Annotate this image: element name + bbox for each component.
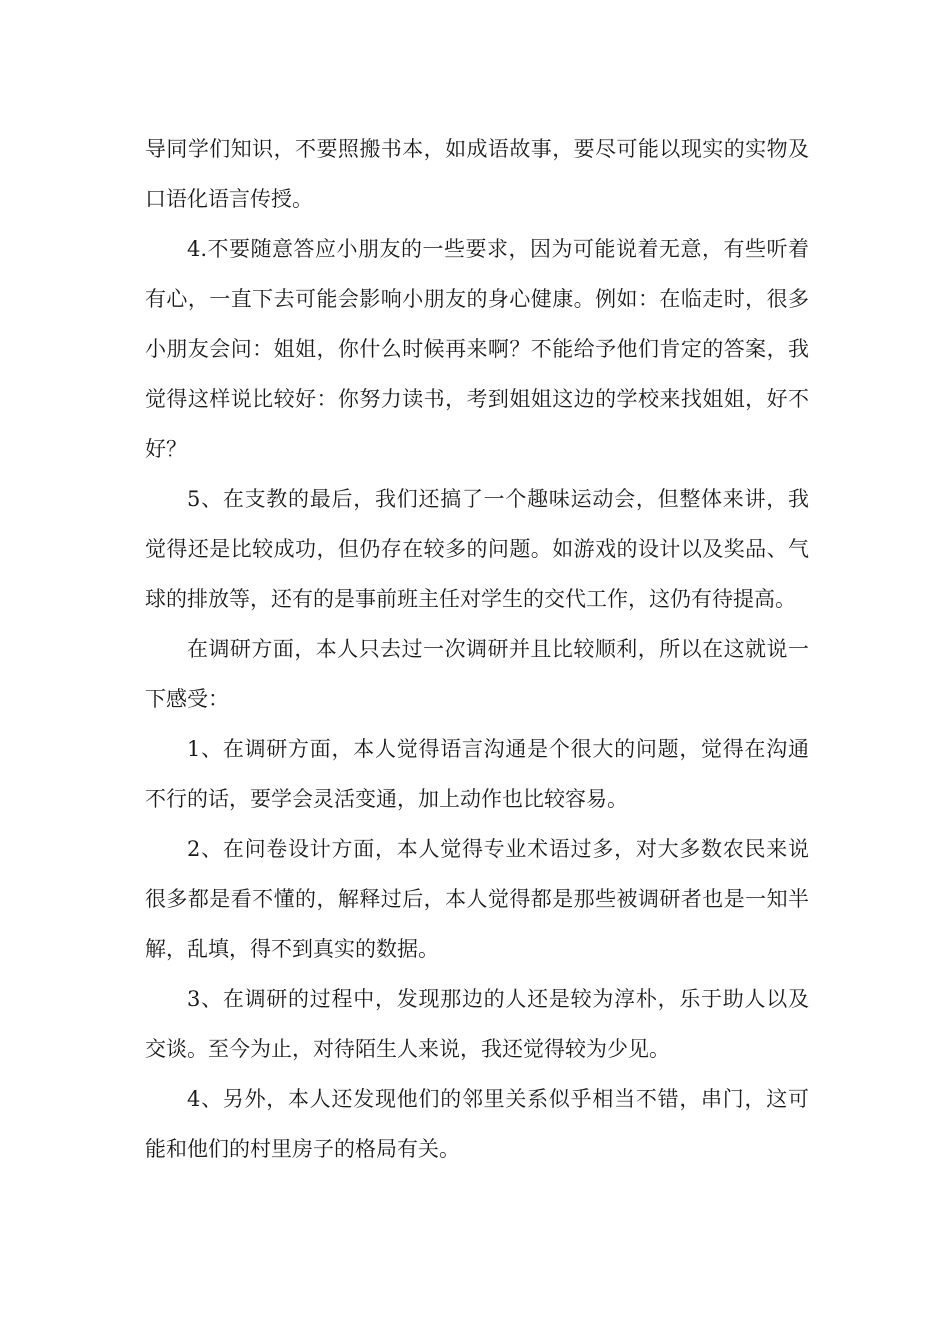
paragraph-research-item-3: 3、在调研的过程中，发现那边的人还是较为淳朴，乐于助人以及交谈。至今为止，对待陌生人来说，我还觉得较为少见。 <box>145 987 809 1061</box>
paragraph-item-5-sports-meet: 5、在支教的最后，我们还搞了一个趣味运动会，但整体来讲，我觉得还是比较成功，但仍存在较多的问题。如游戏的设计以及奖品、气球的排放等，还有的是事前班主任对学生的交代工作，这仍有待提高。 <box>145 487 809 611</box>
paragraph-research-intro: 在调研方面，本人只去过一次调研并且比较顺利，所以在这就说一下感受： <box>145 637 809 711</box>
document-body <box>145 124 809 1174</box>
paragraph-item-4-promises: 4.不要随意答应小朋友的一些要求，因为可能说着无意，有些听着有心，一直下去可能会影响小朋友的身心健康。例如：在临走时，很多小朋友会问：姐姐，你什么时候再来啊？不能给予他们肯定的答案，我觉得这样说比较好：你努力读书，考到姐姐这边的学校来找姐姐，好不好？ <box>145 237 809 461</box>
paragraph-continuation: 导同学们知识，不要照搬书本，如成语故事，要尽可能以现实的实物及口语化语言传授。 <box>145 137 809 211</box>
paragraph-research-item-1: 1、在调研方面，本人觉得语言沟通是个很大的问题，觉得在沟通不行的话，要学会灵活变通，加上动作也比较容易。 <box>145 737 809 811</box>
paragraph-research-item-2: 2、在问卷设计方面，本人觉得专业术语过多，对大多数农民来说很多都是看不懂的，解释过后，本人觉得都是那些被调研者也是一知半解，乱填，得不到真实的数据。 <box>145 837 809 961</box>
paragraph-research-item-4: 4、另外，本人还发现他们的邻里关系似乎相当不错，串门，这可能和他们的村里房子的格局有关。 <box>145 1087 809 1161</box>
